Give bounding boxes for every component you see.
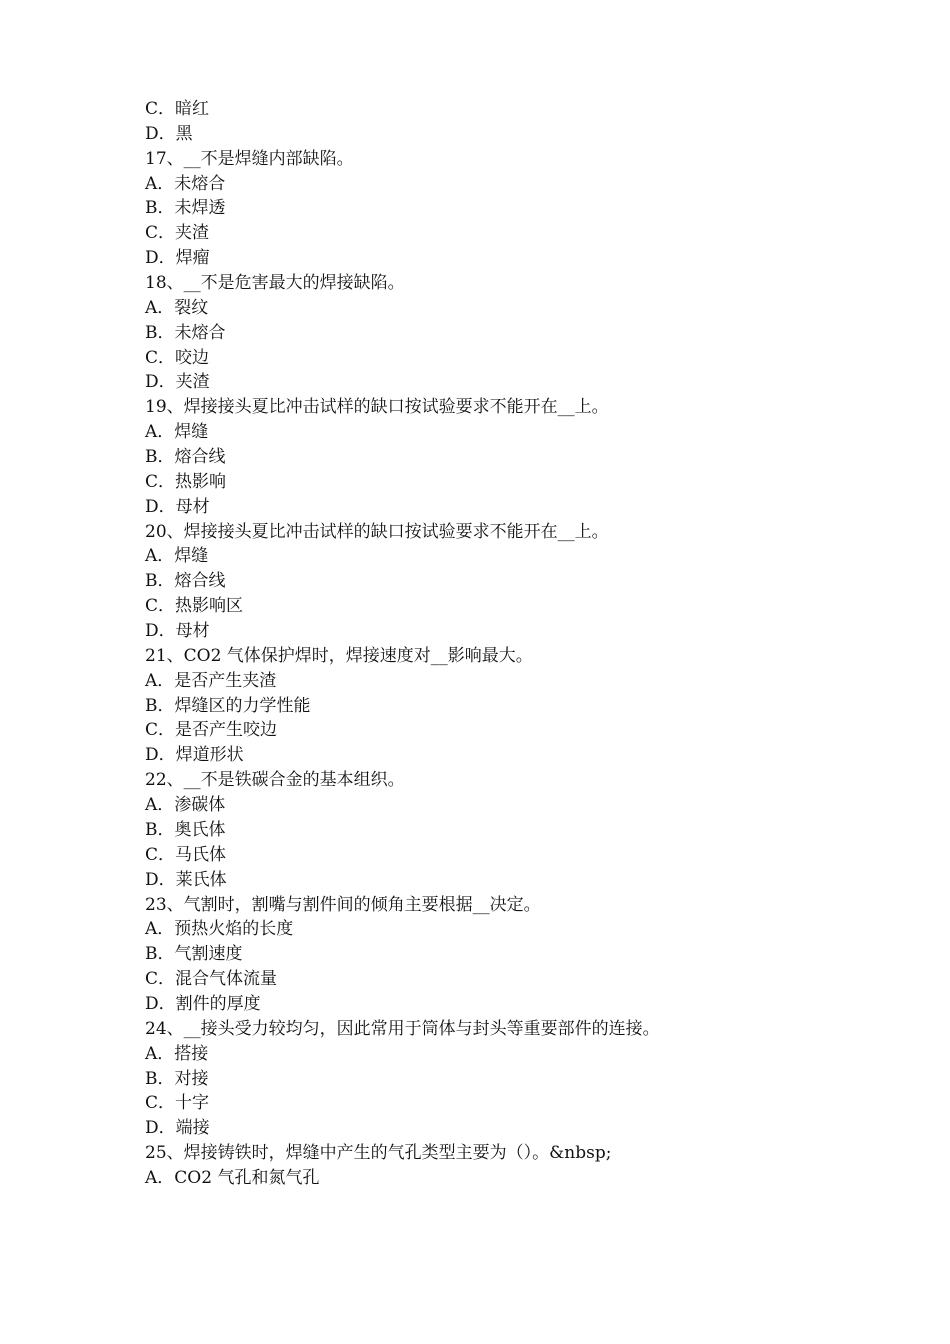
text-line: C．是否产生咬边 [145, 720, 278, 741]
text-line: 22、__不是铁碳合金的基本组织。 [145, 770, 405, 791]
text-line: 24、__接头受力较均匀，因此常用于筒体与封头等重要部件的连接。 [145, 1018, 660, 1039]
text-line: C．咬边 [145, 347, 210, 368]
text-line: D．母材 [145, 621, 210, 642]
text-line: D．焊道形状 [145, 745, 244, 766]
text-line: D．割件的厚度 [145, 993, 261, 1014]
text-line: 18、__不是危害最大的焊接缺陷。 [145, 273, 405, 294]
text-line: D．端接 [145, 1118, 210, 1139]
text-line: 21、CO2 气体保护焊时，焊接速度对__影响最大。 [145, 645, 533, 666]
text-line: C．热影响 [145, 471, 227, 492]
text-line: C．马氏体 [145, 844, 227, 865]
text-line: C．十字 [145, 1093, 210, 1114]
text-line: A．是否产生夹渣 [145, 670, 277, 691]
text-line: A．渗碳体 [145, 795, 226, 816]
text-line: B．焊缝区的力学性能 [145, 695, 311, 716]
text-line: 20、焊接接头夏比冲击试样的缺口按试验要求不能开在__上。 [145, 521, 609, 542]
text-line: C．热影响区 [145, 596, 244, 617]
text-line: D．夹渣 [145, 372, 210, 393]
text-line: A．焊缝 [145, 546, 209, 567]
text-line: D．莱氏体 [145, 869, 227, 890]
text-line: A．裂纹 [145, 297, 209, 318]
text-line: B．奥氏体 [145, 819, 226, 840]
text-line: 19、焊接接头夏比冲击试样的缺口按试验要求不能开在__上。 [145, 397, 609, 418]
text-line: B．气割速度 [145, 944, 243, 965]
text-line: B．熔合线 [145, 447, 226, 468]
text-line: C．混合气体流量 [145, 969, 278, 990]
text-line: A．搭接 [145, 1043, 209, 1064]
text-line: A．焊缝 [145, 422, 209, 443]
text-line: A．未熔合 [145, 173, 226, 194]
text-line: A．CO2 气孔和氮气孔 [145, 1167, 320, 1188]
text-line: D．黑 [145, 123, 193, 144]
text-line: 25、焊接铸铁时，焊缝中产生的气孔类型主要为（）。&nbsp; [145, 1143, 612, 1164]
text-line: B．熔合线 [145, 571, 226, 592]
text-line: C．夹渣 [145, 223, 210, 244]
text-line: D．母材 [145, 496, 210, 517]
text-line: C．暗红 [145, 99, 210, 119]
text-line: B．未熔合 [145, 322, 226, 343]
text-line: A．预热火焰的长度 [145, 919, 294, 940]
text-line: B．对接 [145, 1068, 209, 1089]
text-line: D．焊瘤 [145, 248, 210, 269]
text-line: B．未焊透 [145, 198, 226, 219]
text-line: 23、气割时，割嘴与割件间的倾角主要根据__决定。 [145, 894, 541, 915]
document-body [145, 97, 885, 1191]
text-line: 17、__不是焊缝内部缺陷。 [145, 148, 354, 169]
